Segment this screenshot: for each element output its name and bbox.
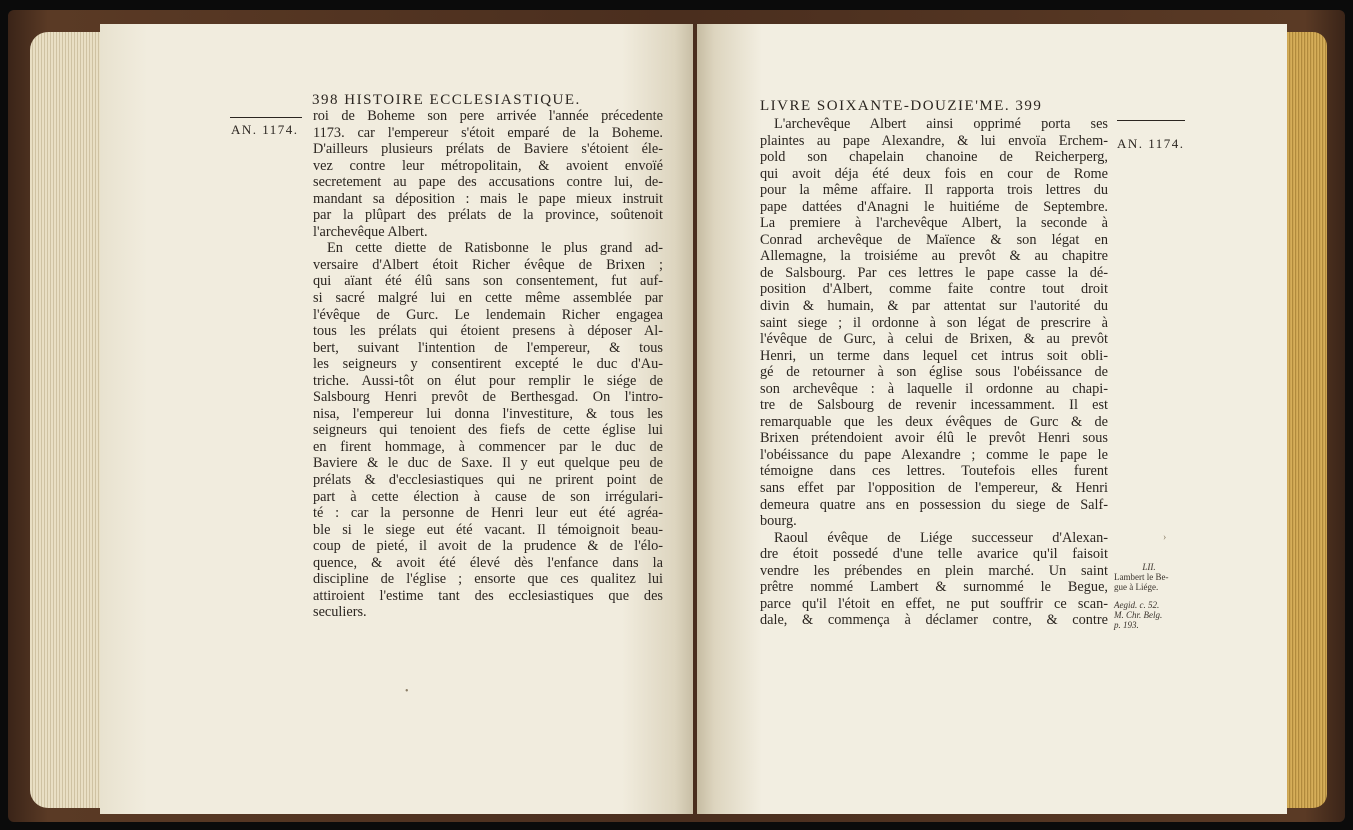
text-line: dale, & commença à déclamer contre, & contre [760, 612, 1108, 629]
side-note-number: LII. [1142, 562, 1156, 572]
text-line: seigneurs qui tenoient des fiefs de cette église lui [313, 422, 663, 439]
text-line: Raoul évêque de Liége successeur d'Alexan- [774, 529, 1108, 546]
text-line: attiroient l'estime tant des ecclesiastiques que des [313, 587, 663, 604]
text-line: l'évêque de Gurc. Le lendemain Richer engagea [313, 306, 663, 323]
text-line: qui avoit déja été deux fois en cour de Rome [760, 165, 1108, 182]
right-margin-rule [1117, 120, 1185, 121]
left-margin-rule [230, 117, 302, 118]
text-line: pour la même affaire. Il rapporta trois lettres du [760, 182, 1108, 199]
text-line: coup de pieté, il avoit de la prudence & de l'élo- [313, 538, 663, 555]
side-note-ref: Aegid. c. 52. [1114, 600, 1160, 610]
text-line: son archevêque : à laquelle il ordonne au chapi- [760, 380, 1108, 397]
side-note [1114, 562, 1184, 630]
text-line: triche. Aussi-tôt on élut pour remplir le siége de [313, 372, 663, 389]
text-line: pold son chapelain chanoine de Reicherperg, [760, 149, 1108, 166]
text-line: vendre les prébendes en plein marché. Un saint [760, 562, 1108, 579]
text-line: seculiers. [313, 604, 367, 621]
text-line: par la plûpart des prélats de la province, soûtenoit [313, 207, 663, 224]
text-line: parce qu'il l'étoit en effet, ne put souffrir ce scan- [760, 595, 1108, 612]
text-line: La premiere à l'archevêque Albert, la seconde à [760, 215, 1108, 232]
ink-speck: • [405, 686, 409, 697]
left-margin-year: AN. 1174. [231, 122, 299, 137]
text-line: nisa, l'empereur lui donna l'investiture, & tous les [313, 405, 663, 422]
text-line: D'ailleurs plusieurs prélats de Baviere s'étoient éle- [313, 141, 663, 158]
text-line: position d'Albert, comme faite contre tout droit [760, 281, 1108, 298]
right-margin-year: AN. 1174. [1117, 136, 1185, 151]
text-line: demeura quatre ans en possession du siege de Salf- [760, 496, 1108, 513]
text-line: prêtre nommé Lambert & surnommé le Begue, [760, 579, 1108, 596]
text-line: Allemagne, la troisiéme au prevôt & au chapitre [760, 248, 1108, 265]
text-line: prélats & d'ecclesiastiques qui ne prirent point de [313, 472, 663, 489]
left-page-body [313, 108, 663, 621]
text-line: sans effet par l'opposition de l'empereur, & Henri [760, 480, 1108, 497]
text-line: Henri, un terme dans lequel cet intrus soit obli- [760, 347, 1108, 364]
text-line: plaintes au pape Alexandre, & lui envoïa Erchem- [760, 132, 1108, 149]
text-line: l'obéissance du pape Alexandre ; comme le pape le [760, 446, 1108, 463]
text-line: tous les prélats qui étoient presens à déposer Al- [313, 323, 663, 340]
text-line: Conrad archevêque de Maïence & son légat en [760, 231, 1108, 248]
text-line: L'archevêque Albert ainsi opprimé porta ses [774, 116, 1108, 132]
text-line: discipline de l'église ; ensorte que ces qualitez lui [313, 571, 663, 588]
text-line: l'archevêque Albert. [313, 223, 428, 240]
text-line: bert, suivant l'intention de l'empereur, & tous [313, 339, 663, 356]
side-note-ref: p. 193. [1114, 620, 1139, 630]
right-running-header: LIVRE SOIXANTE-DOUZIE'ME. 399 [760, 98, 1043, 114]
text-line: versaire d'Albert étoit Richer évêque de Brixen ; [313, 256, 663, 273]
text-line: ble si le siege eut été vacant. Il témoignoit beau- [313, 521, 663, 538]
right-page-body [760, 116, 1108, 629]
text-line: pape dattées d'Anagni le huitiéme de Septembre. [760, 198, 1108, 215]
text-line: saint siege ; il ordonne à son légat de prescrire à [760, 314, 1108, 331]
text-line: roi de Boheme son pere arrivée l'année précedente [313, 108, 663, 124]
text-line: Brixen prétendoient avoir élû le prevôt Henri sous [760, 430, 1108, 447]
text-line: té : car la personne de Henri leur eut été agréa- [313, 505, 663, 522]
text-line: qui aïant été élû sans son consentement, fut auf- [313, 273, 663, 290]
text-line: secretement au pape des accusations contre lui, de- [313, 174, 663, 191]
right-page [697, 24, 1287, 814]
left-running-header: 398 HISTOIRE ECCLESIASTIQUE. [312, 92, 581, 108]
text-line: tre de Salsbourg de revenir incessamment. Il est [760, 397, 1108, 414]
text-line: En cette diette de Ratisbonne le plus grand ad- [327, 240, 663, 257]
text-line: vez contre leur métropolitain, & avoient envoïé [313, 157, 663, 174]
ink-speck: › [1163, 532, 1167, 543]
text-line: part à cette élection à cause de son irrégulari- [313, 488, 663, 505]
text-line: mandant sa déposition : mais le pape mieux instruit [313, 190, 663, 207]
text-line: l'évêque de Gurc, à celui de Brixen, & au prevôt [760, 331, 1108, 348]
text-line: en firent hommage, à commencer par le duc de [313, 438, 663, 455]
right-page-edges [1281, 32, 1327, 808]
side-note-line: gue à Liége. [1114, 582, 1159, 592]
text-line: dre étoit possedé d'une telle avarice qu'il faisoit [760, 546, 1108, 563]
text-line: les seigneurs y consentirent excepté le duc d'Au- [313, 356, 663, 373]
text-line: bourg. [760, 513, 797, 530]
side-note-ref: M. Chr. Belg. [1114, 610, 1163, 620]
left-page [100, 24, 693, 814]
text-line: de Salsbourg. Par ces lettres le pape casse la dé- [760, 264, 1108, 281]
text-line: témoigne dans ces lettres. Toutefois elles furent [760, 463, 1108, 480]
text-line: si sacré malgré lui en cette même assemblée par [313, 290, 663, 307]
text-line: Baviere & le duc de Saxe. Il y eut quelque peu de [313, 455, 663, 472]
text-line: divin & humain, & par attentat sur l'autorité du [760, 298, 1108, 315]
side-note-line: Lambert le Be- [1114, 572, 1169, 582]
text-line: remarquable que les deux évêques de Gurc & de [760, 413, 1108, 430]
text-line: Salsbourg Henri prevôt de Berthesgad. On l'intro- [313, 389, 663, 406]
text-line: gé de retourner à son église sous l'obéissance de [760, 364, 1108, 381]
text-line: 1173. car l'empereur s'étoit emparé de la Boheme. [313, 124, 663, 141]
text-line: quence, & avoit été élevé dès l'enfance dans la [313, 554, 663, 571]
